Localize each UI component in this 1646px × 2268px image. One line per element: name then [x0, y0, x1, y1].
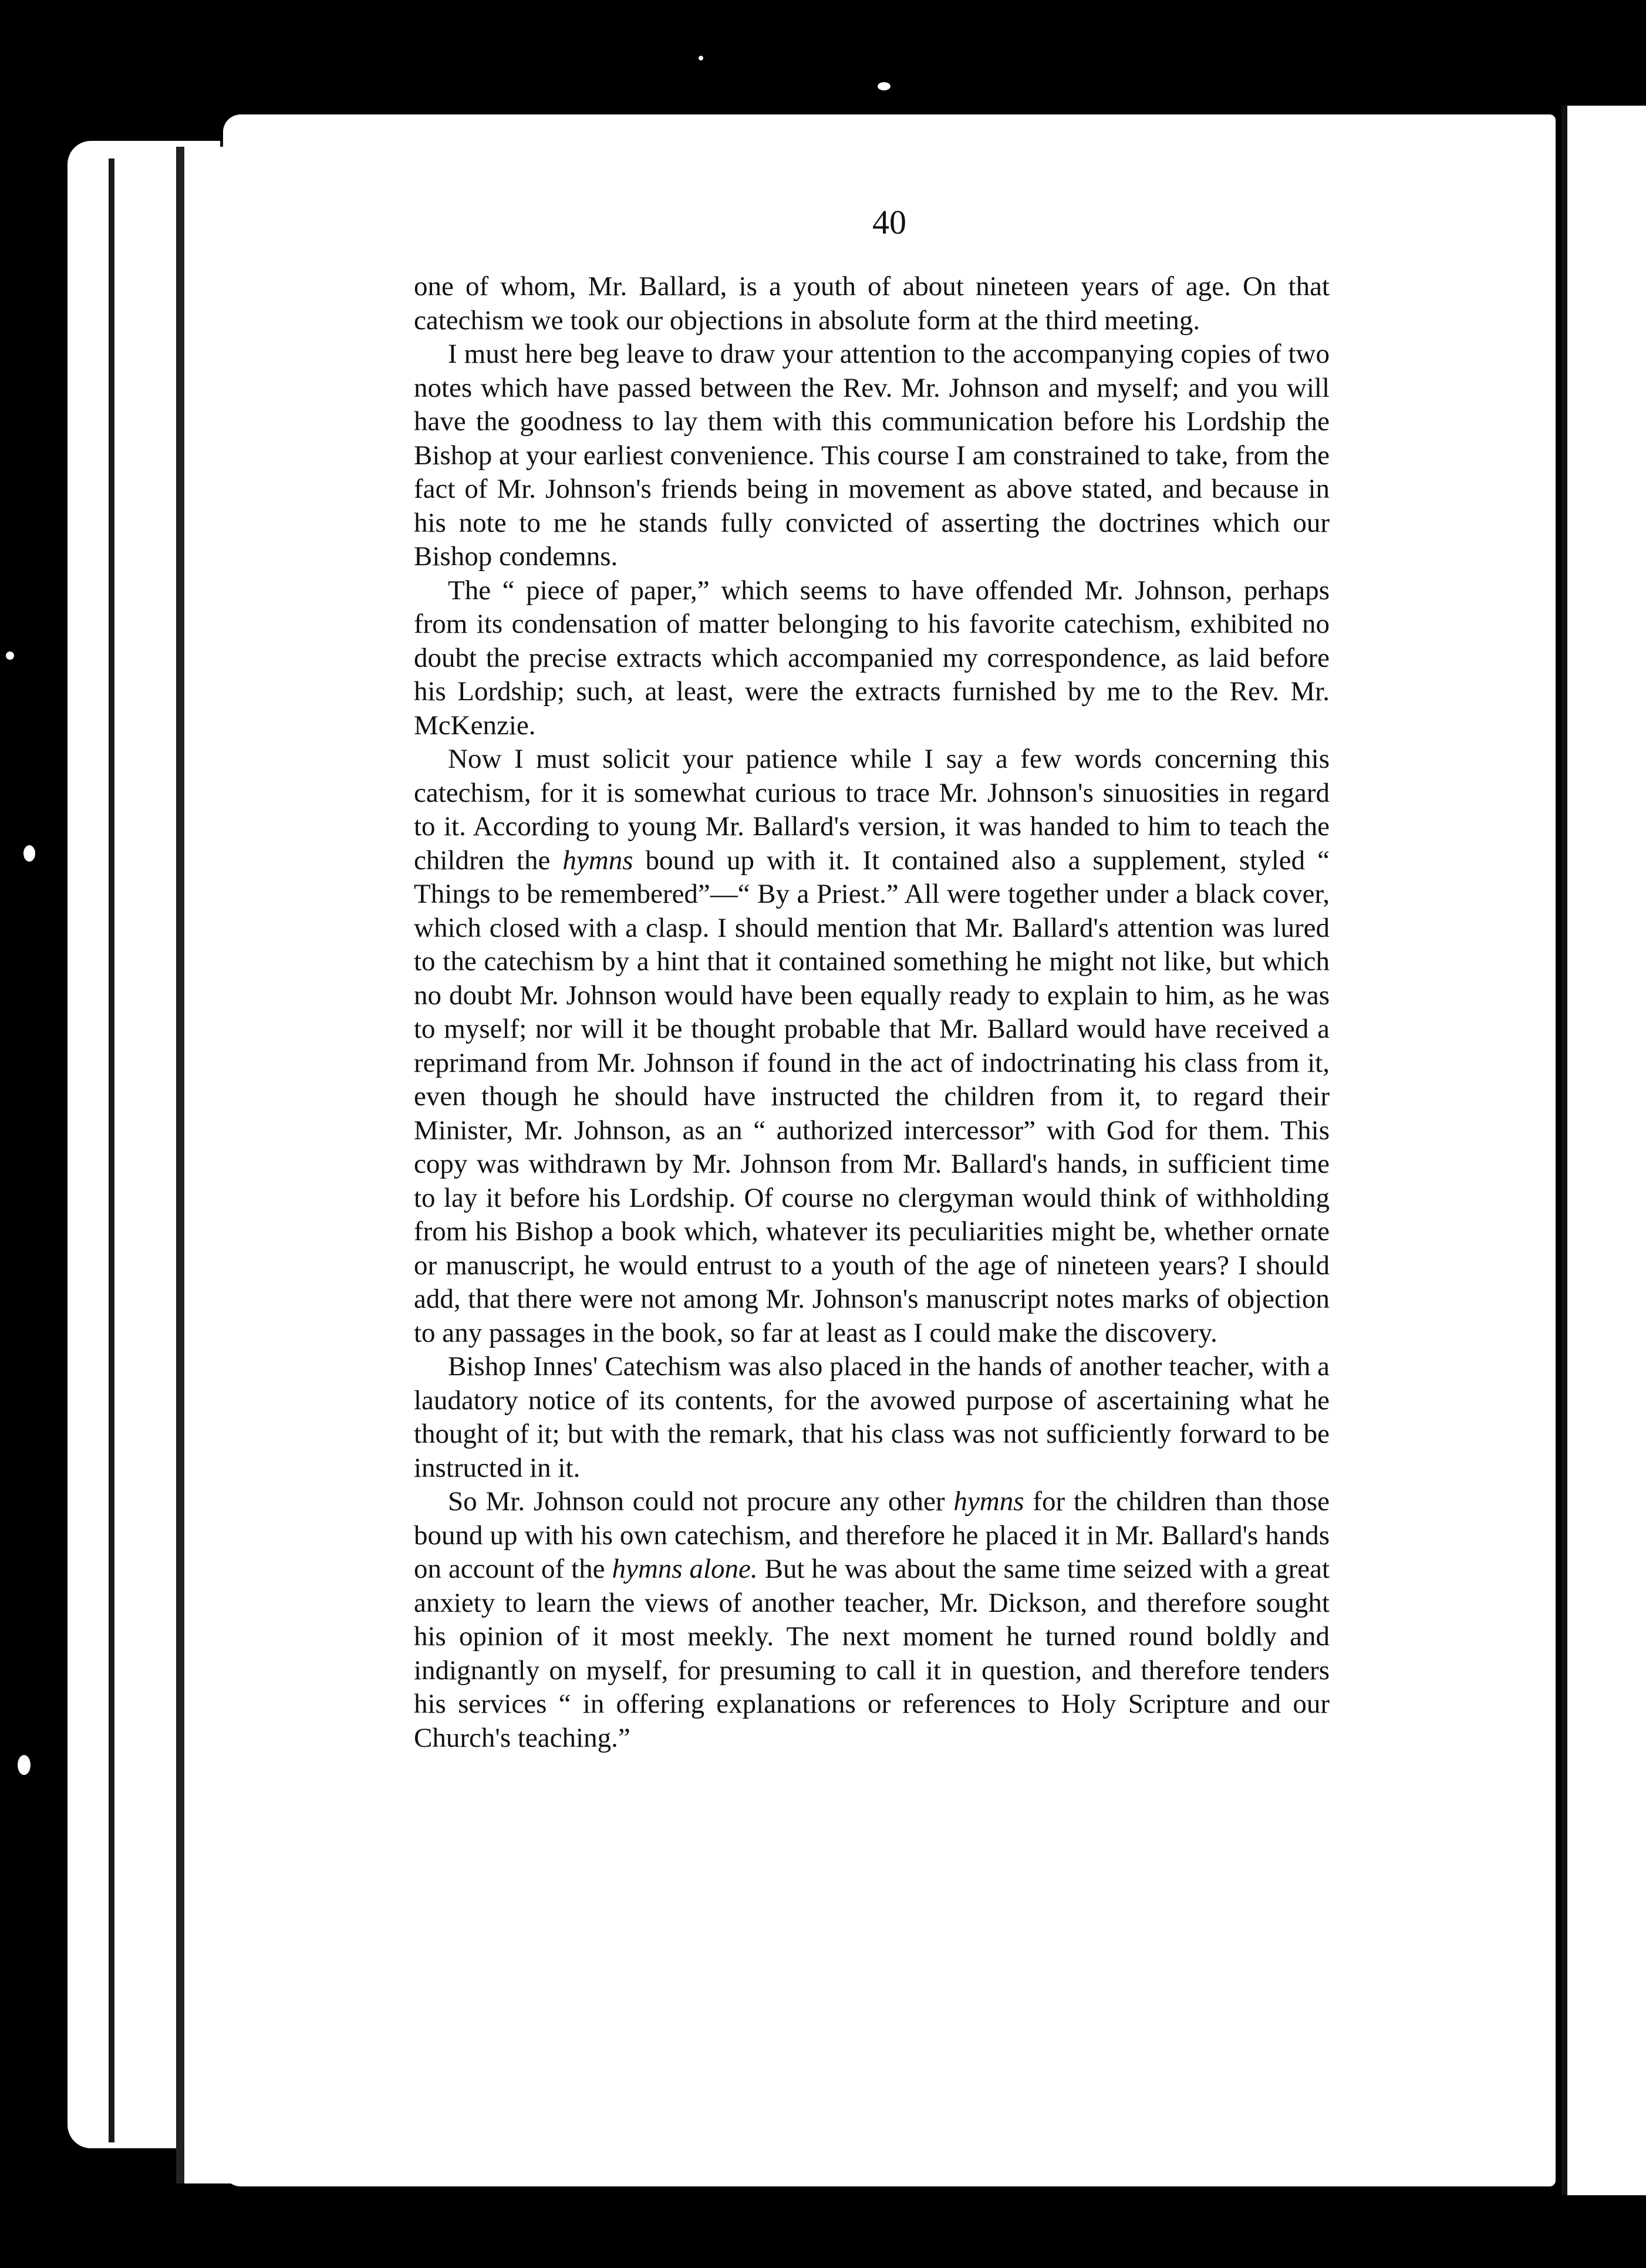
paragraph-text: The “ piece of paper,” which seems to have offended Mr. Johnson, perhaps from its condensation of matter belonging to his favorite catechism, exhibited no doubt the precise extracts which accompanied my correspondence, as laid before his Lordship; such, at least, were the extracts furnished by me to the Rev. Mr. McKenzie.	[414, 575, 1330, 741]
paragraph	[414, 338, 1330, 574]
page-body-text	[414, 270, 1330, 1755]
paragraph	[414, 1485, 1330, 1755]
paragraph	[414, 1350, 1330, 1485]
italic-text: hymns	[562, 845, 633, 876]
paragraph	[414, 574, 1330, 743]
paragraph-text: Bishop Innes' Catechism was also placed in the hands of another teacher, with a laudatory notice of its contents, for the avowed purpose of ascertaining what he thought of it; but with the remark, that his class was not sufficiently forward to be instructed in it.	[414, 1351, 1330, 1483]
facing-page-edge	[1561, 106, 1646, 2195]
paragraph-text: Now I must solicit your patience while I say a few words concerning this catechism, for it is somewhat curious to trace Mr. Johnson's sinuosities in regard to it. According to young Mr. Ballard's version, it was handed to him to teach the children the	[414, 744, 1330, 876]
page-number: 40	[872, 203, 906, 241]
paragraph-text: So Mr. Johnson could not procure any other	[448, 1486, 954, 1517]
paragraph-text: for the children than those bound up with his own catechism, and therefore he placed it in Mr. Ballard's hands on account of the	[414, 1486, 1330, 1584]
paragraph-text: I must here beg leave to draw your attention to the accompanying copies of two notes which have passed between the Rev. Mr. Johnson and myself; and you will have the goodness to lay them with this communication before his Lordship the Bishop at your earliest convenience. This course I am constrained to take, from the fact of Mr. Johnson's friends being in movement as above stated, and because in his note to me he stands fully convicted of asserting the doctrines which our Bishop condemns.	[414, 339, 1330, 572]
italic-text: hymns alone.	[612, 1554, 758, 1584]
italic-text: hymns	[953, 1486, 1024, 1517]
paragraph	[414, 270, 1330, 338]
paragraph	[414, 743, 1330, 1350]
paragraph-text: But he was about the same time seized with a great anxiety to learn the views of another teacher, Mr. Dickson, and therefore sought his opinion of it most meekly. The next moment he turned round boldly and indignantly on myself, for presuming to call it in question, and therefore tenders his services “ in offering explanations or references to Holy Scripture and our Church's teaching.”	[414, 1554, 1330, 1753]
paragraph-text: bound up with it. It contained also a supplement, styled “ Things to be remembered”—“ By a Priest.” All were together under a black cover, which closed with a clasp. I should mention that Mr. Ballard's attention was lured to the catechism by a hint that it contained something he might not like, but which no doubt Mr. Johnson would have been equally ready to explain to him, as he was to myself; nor will it be thought probable that Mr. Ballard would have received a reprimand from Mr. Johnson if found in the act of indoctrinating his class from it, even though he should have instructed the children from it, to regard their Minister, Mr. Johnson, as an “ authorized intercessor” with God for them. This copy was withdrawn by Mr. Johnson from Mr. Ballard's hands, in sufficient time to lay it before his Lordship. Of course no clergyman would think of withholding from his Bishop a book which, whatever its peculiarities might be, whether ornate or manuscript, he would entrust to a youth of the age of nineteen years? I should add, that there were not among Mr. Johnson's manuscript notes marks of objection to any passages in the book, so far at least as I could make the discovery.	[414, 845, 1330, 1348]
paragraph-text: one of whom, Mr. Ballard, is a youth of about nineteen years of age. On that catechism we took our objections in absolute form at the third meeting.	[414, 271, 1330, 336]
book-page	[223, 114, 1556, 2186]
